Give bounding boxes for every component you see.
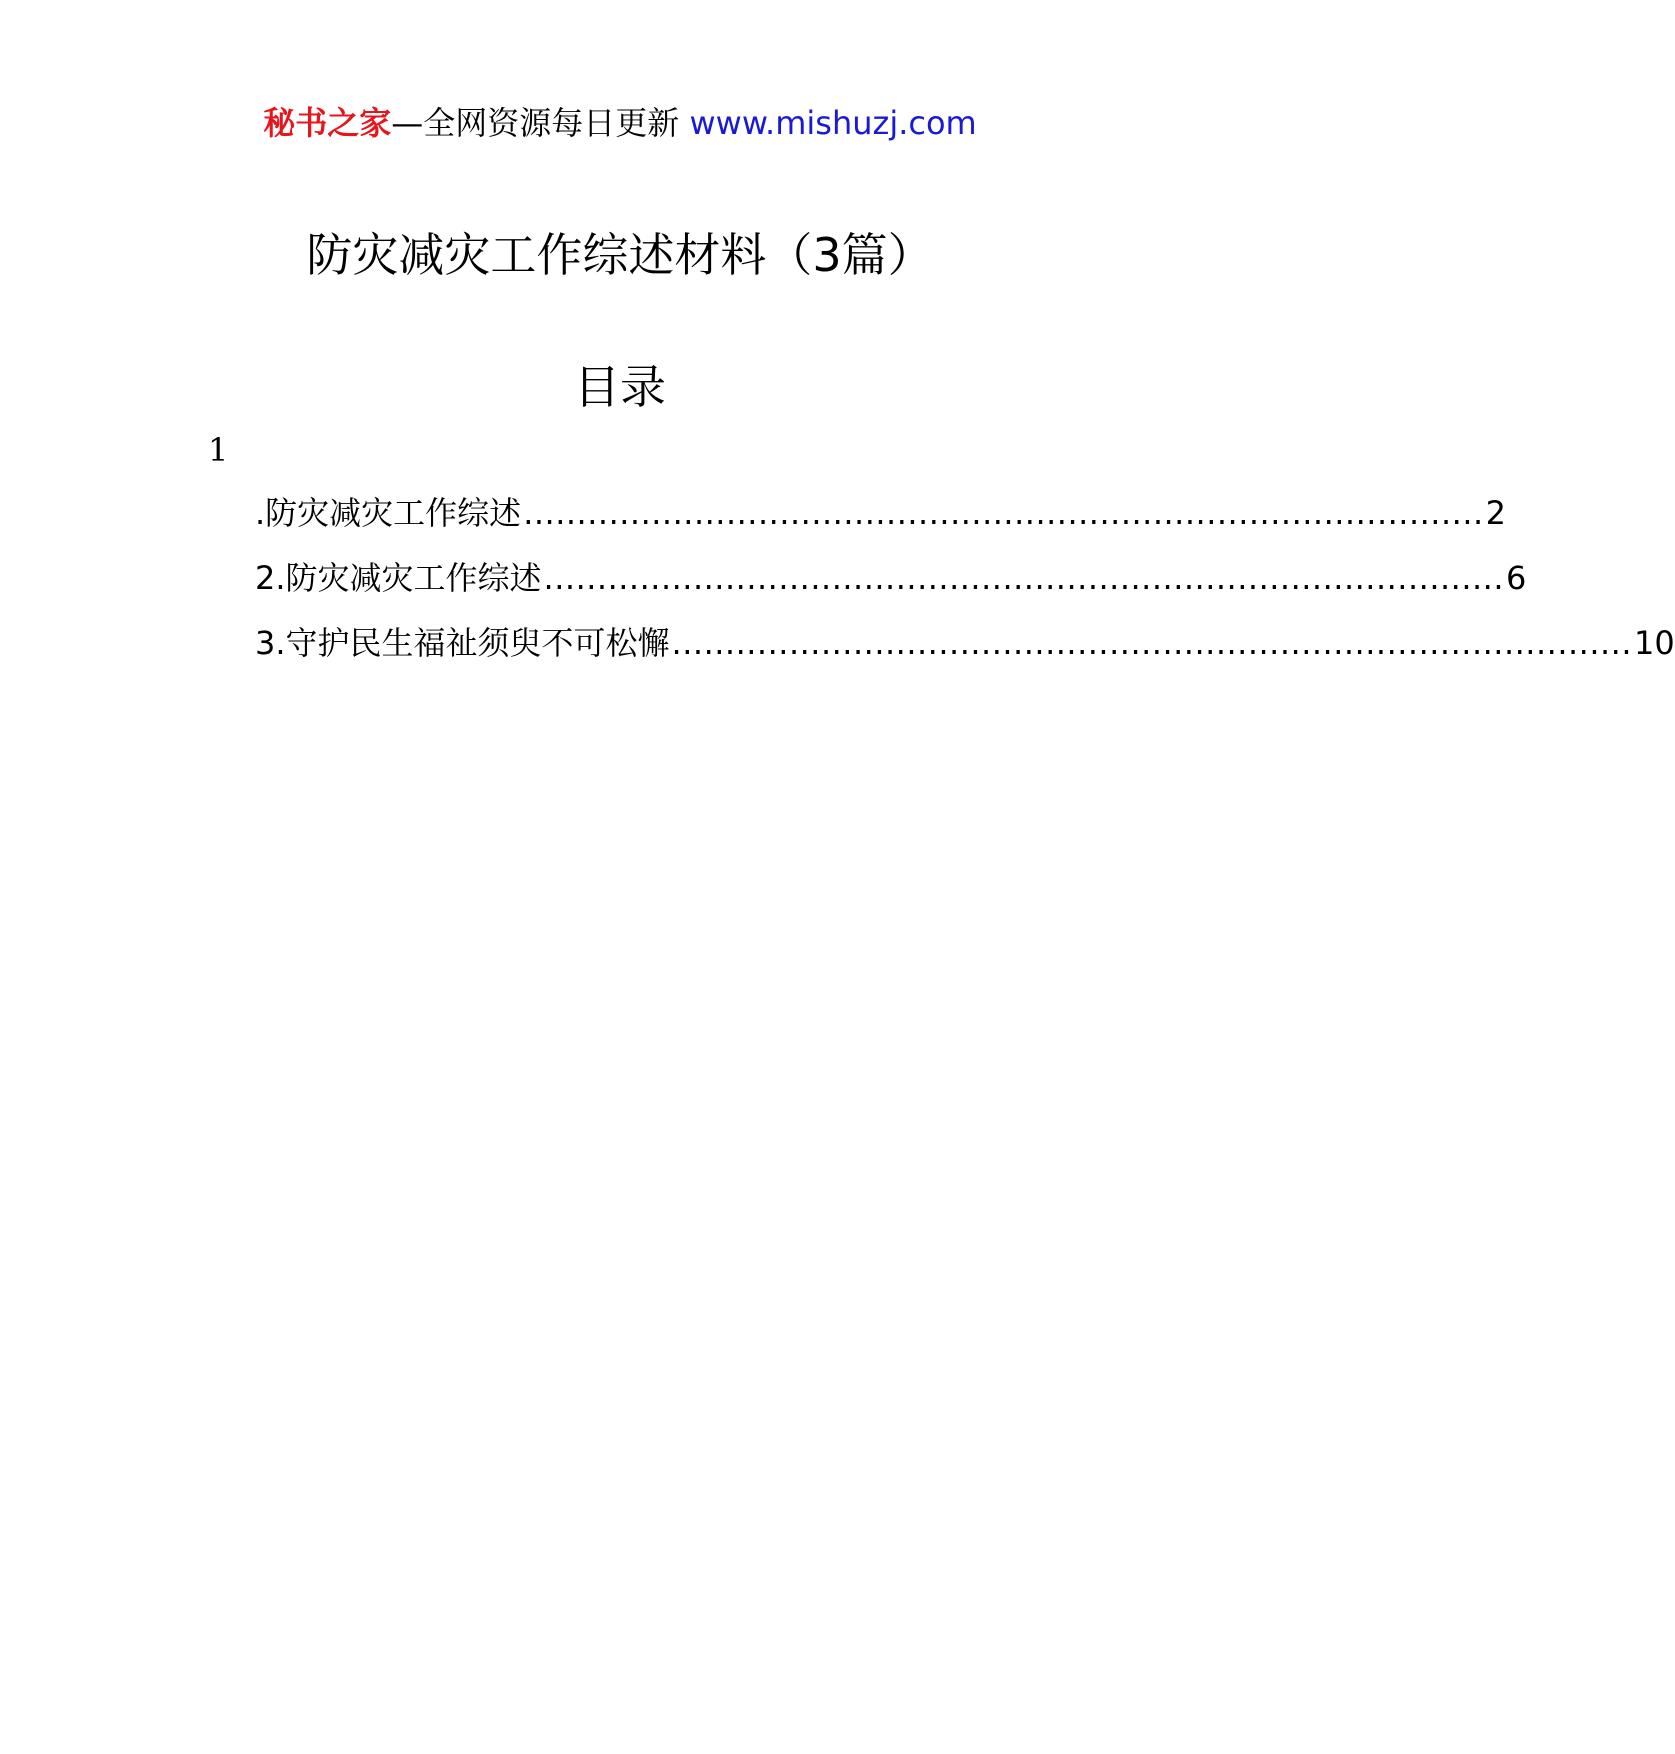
site-url-link[interactable]: www.mishuzj.com [689,104,977,142]
toc-entry-label: 3.守护民生福祉须臾不可松懈 [255,624,670,662]
toc-dot-leader: .......................................................................................... [671,624,1633,662]
toc-list [255,490,1675,685]
stray-number: 1 [208,431,229,469]
toc-dot-leader: .......................................................................................... [543,559,1505,597]
toc-dot-leader: .......................................................................................... [523,494,1484,532]
toc-entry[interactable] [255,620,1675,685]
toc-entry-page: 10 [1634,624,1675,662]
document-title: 防灾减灾工作综述材料（3篇） [306,228,934,282]
brand-name: 秘书之家 [263,104,392,142]
header-slogan: —全网资源每日更新 [391,104,690,142]
toc-entry-label: .防灾减灾工作综述 [255,494,522,532]
toc-heading: 目录 [574,360,666,414]
toc-entry[interactable] [255,555,1527,620]
toc-entry-page: 6 [1506,559,1527,597]
header-banner [0,98,1240,148]
toc-entry-page: 2 [1485,494,1507,532]
toc-entry-label: 2.防灾减灾工作综述 [255,559,542,597]
toc-entry[interactable] [255,490,1507,555]
